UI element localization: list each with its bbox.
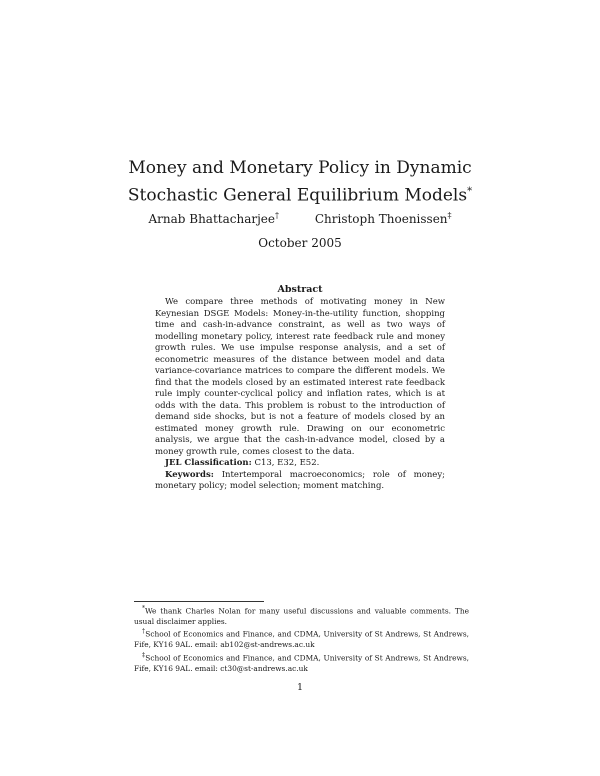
author-footnote-mark: ‡ bbox=[447, 211, 452, 220]
author-list bbox=[100, 211, 500, 226]
footnotes bbox=[134, 604, 469, 674]
footnote-text: We thank Charles Nolan for many useful discussions and valuable comments. The usual disclaimer applies. bbox=[134, 606, 469, 626]
abstract-heading: Abstract bbox=[277, 284, 323, 295]
page-number: 1 bbox=[296, 682, 304, 693]
author-footnote-mark: † bbox=[275, 211, 280, 220]
footnote bbox=[134, 627, 469, 650]
footnote-mark: † bbox=[142, 628, 146, 636]
author-name: Arnab Bhattacharjee bbox=[148, 212, 276, 226]
jel-label: JEL Classification: bbox=[165, 458, 252, 468]
paper-date: October 2005 bbox=[258, 236, 342, 250]
footnote-mark: ‡ bbox=[142, 651, 146, 659]
footnote-text: School of Economics and Finance, and CDMA, University of St Andrews, St Andrews, Fife, KY16 9AL. email: ab102@st-andrews.ac.uk bbox=[134, 629, 469, 650]
jel-value: C13, E32, E52. bbox=[254, 458, 320, 468]
author bbox=[315, 211, 452, 226]
jel-classification bbox=[155, 458, 445, 470]
abstract-text: We compare three methods of motivating money in New Keynesian DSGE Models: Money-in-the-utility function, shopping time and cash-in-advance constraint, as well as two ways of modelling monetary policy, interest rate feedback rule and money growth rules. We use impulse response analysis, and a set of econometric measures of the distance between model and data variance-covariance matrices to compare the different models. We find that the models closed by an estimated interest rate feedback rule imply counter-cyclical policy and inflation rates, which is at odds with the data. This problem is robust to the introduction of demand side shocks, but is not a feature of models closed by an estimated money growth rule. Drawing on our econometric analysis, we argue that the cash-in-advance model, closed by a money growth rule, comes closest to the data. bbox=[155, 297, 445, 457]
footnote bbox=[134, 604, 469, 627]
keywords-label: Keywords: bbox=[165, 469, 214, 480]
title-line-2-text: Stochastic General Equilibrium Models bbox=[127, 185, 468, 206]
author bbox=[148, 211, 279, 226]
title-line-1: Money and Monetary Policy in Dynamic bbox=[128, 158, 472, 178]
keywords bbox=[155, 470, 445, 493]
title-line-2 bbox=[100, 180, 500, 208]
footnote-text: School of Economics and Finance, and CDMA, University of St Andrews, St Andrews, Fife, KY16 9AL. email: ct30@st-andrews.ac.uk bbox=[134, 653, 469, 673]
footnote bbox=[134, 651, 469, 674]
abstract-body bbox=[155, 297, 445, 493]
title-footnote-mark: * bbox=[467, 186, 473, 197]
keywords-value: Intertemporal macroeconomics; role of money; monetary policy; model selection; moment matching. bbox=[155, 469, 445, 491]
footnote-mark: * bbox=[142, 605, 145, 612]
footnote-divider bbox=[134, 601, 264, 602]
author-name: Christoph Thoenissen bbox=[314, 212, 448, 226]
paper-title bbox=[100, 157, 500, 208]
